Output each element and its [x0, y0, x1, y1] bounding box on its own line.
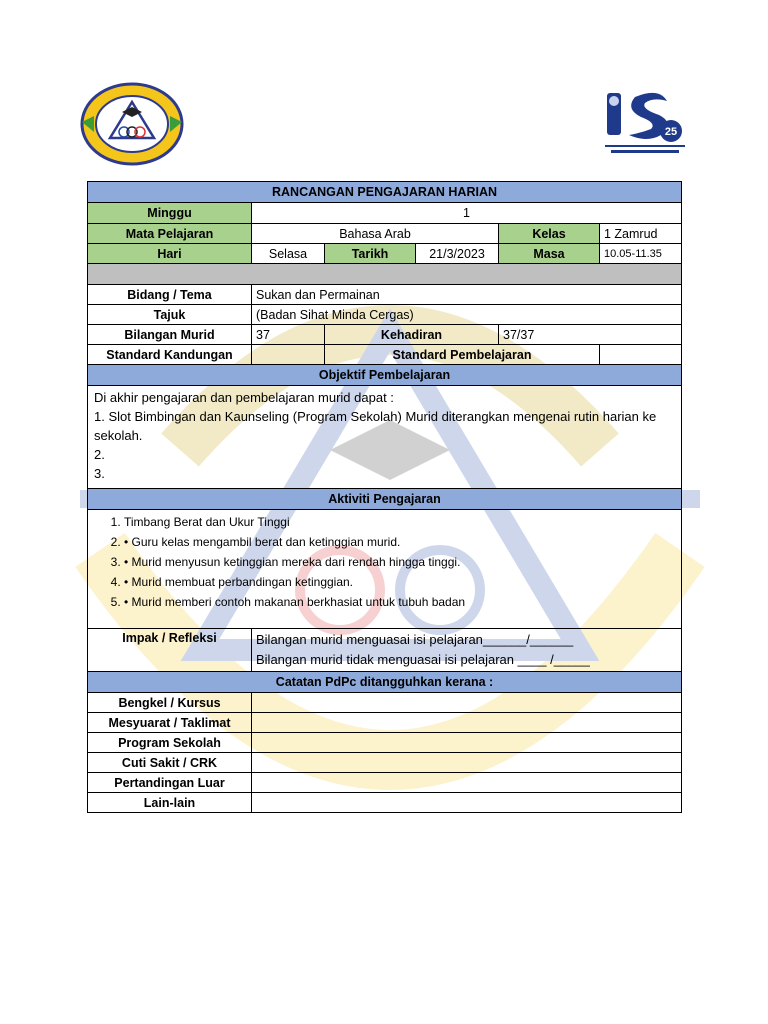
bilangan-murid-label: Bilangan Murid: [88, 325, 252, 345]
catatan-row-label: Mesyuarat / Taklimat: [88, 713, 252, 733]
catatan-row-label: Bengkel / Kursus: [88, 693, 252, 713]
svg-text:25: 25: [664, 126, 678, 138]
aktiviti-item: 5. • Murid memberi contoh makanan berkhasiat untuk tubuh badan: [124, 592, 675, 612]
bilangan-murid-value[interactable]: 37: [252, 325, 325, 345]
catatan-row-label: Program Sekolah: [88, 733, 252, 753]
mata-pelajaran-label: Mata Pelajaran: [88, 224, 252, 244]
objektif-line-1: 1. Slot Bimbingan dan Kaunseling (Program Sekolah) Murid diterangkan mengenai rutin harian ke sekolah.: [94, 409, 657, 443]
tajuk-label: Tajuk: [88, 305, 252, 325]
aktiviti-header: Aktiviti Pengajaran: [88, 489, 682, 510]
lesson-plan-table: [87, 181, 682, 813]
standard-kandungan-label: Standard Kandungan: [88, 345, 252, 365]
catatan-row-value[interactable]: [252, 753, 682, 773]
aktiviti-item: 3. • Murid menyusun ketinggian mereka dari rendah hingga tinggi.: [124, 552, 675, 572]
hari-value[interactable]: Selasa: [252, 244, 325, 264]
hari-label: Hari: [88, 244, 252, 264]
tarikh-label: Tarikh: [325, 244, 416, 264]
objektif-line-3: 3.: [94, 466, 105, 481]
impak-label: Impak / Refleksi: [88, 629, 252, 672]
tajuk-value[interactable]: (Badan Sihat Minda Cergas): [252, 305, 682, 325]
aktiviti-item: 4. • Murid membuat perbandingan ketinggian.: [124, 572, 675, 592]
standard-kandungan-value[interactable]: [252, 345, 325, 365]
impak-content[interactable]: [252, 629, 682, 672]
objektif-content[interactable]: [88, 386, 682, 489]
bidang-label: Bidang / Tema: [88, 285, 252, 305]
catatan-row-value[interactable]: [252, 733, 682, 753]
catatan-row-label: Lain-lain: [88, 793, 252, 813]
bidang-value[interactable]: Sukan dan Permainan: [252, 285, 682, 305]
tarikh-value[interactable]: 21/3/2023: [416, 244, 499, 264]
kehadiran-value[interactable]: 37/37: [499, 325, 682, 345]
ts25-logo: [601, 87, 689, 159]
minggu-value[interactable]: 1: [252, 203, 682, 224]
aktiviti-list: [112, 512, 675, 612]
aktiviti-item: 2. • Guru kelas mengambil berat dan ketinggian murid.: [124, 532, 675, 552]
catatan-row-label: Pertandingan Luar: [88, 773, 252, 793]
objektif-line-2: 2.: [94, 447, 105, 462]
kelas-label: Kelas: [499, 224, 600, 244]
form-title: RANCANGAN PENGAJARAN HARIAN: [88, 182, 682, 203]
catatan-row-value[interactable]: [252, 713, 682, 733]
masa-label: Masa: [499, 244, 600, 264]
objektif-header: Objektif Pembelajaran: [88, 365, 682, 386]
kehadiran-label: Kehadiran: [325, 325, 499, 345]
impak-line-1: Bilangan murid menguasai isi pelajaran______/______: [256, 632, 574, 647]
masa-value[interactable]: 10.05-11.35: [600, 244, 682, 264]
catatan-row-label: Cuti Sakit / CRK: [88, 753, 252, 773]
standard-pembelajaran-label: Standard Pembelajaran: [325, 345, 600, 365]
minggu-label: Minggu: [88, 203, 252, 224]
school-crest-logo: [80, 82, 184, 166]
catatan-row-value[interactable]: [252, 793, 682, 813]
mata-pelajaran-value[interactable]: Bahasa Arab: [252, 224, 499, 244]
standard-pembelajaran-value[interactable]: [600, 345, 682, 365]
impak-line-2: Bilangan murid tidak menguasai isi pelajaran ____ /_____: [256, 652, 590, 667]
objektif-intro: Di akhir pengajaran dan pembelajaran murid dapat :: [94, 390, 394, 405]
separator-row: [88, 264, 682, 285]
kelas-value[interactable]: 1 Zamrud: [600, 224, 682, 244]
catatan-header: Catatan PdPc ditangguhkan kerana :: [88, 672, 682, 693]
catatan-row-value[interactable]: [252, 693, 682, 713]
catatan-row-value[interactable]: [252, 773, 682, 793]
aktiviti-content[interactable]: [88, 510, 682, 629]
aktiviti-item: 1. Timbang Berat dan Ukur Tinggi: [124, 512, 675, 532]
